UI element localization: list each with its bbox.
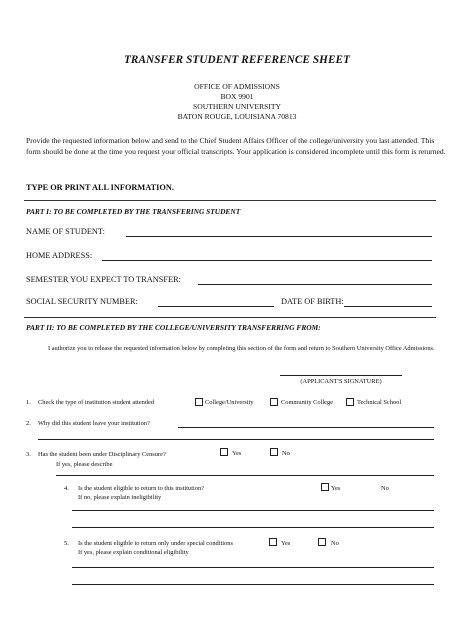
- q5-subtext: If yes, please explain conditional eligibility: [78, 549, 189, 556]
- q2-text: Why did this student leave your institution?: [38, 420, 150, 427]
- q5-no-label: No: [331, 540, 339, 547]
- q4-no-label: No: [381, 485, 389, 492]
- home-address-field[interactable]: [102, 260, 432, 261]
- q2-answer-field-line2[interactable]: [38, 439, 434, 440]
- address-line-city: BATON ROUGE, LOUISIANA 70813: [177, 112, 297, 121]
- semester-field[interactable]: [198, 284, 432, 285]
- form-title: TRANSFER STUDENT REFERENCE SHEET: [123, 54, 351, 66]
- question-number: 2.: [26, 420, 31, 427]
- q3-answer-field[interactable]: [56, 475, 434, 476]
- college-university-label: College/University: [205, 399, 254, 406]
- q5-answer-field[interactable]: [72, 567, 434, 568]
- name-field[interactable]: [126, 236, 432, 237]
- ssn-field[interactable]: [158, 306, 274, 307]
- q3-yes-checkbox[interactable]: [220, 448, 228, 456]
- home-address-label: HOME ADDRESS:: [26, 251, 93, 260]
- q5-yes-checkbox[interactable]: [269, 538, 277, 546]
- question-number: 4.: [64, 485, 69, 492]
- authorization-text: I authorize you to release the requested information below by completing this section of the form and return to Southern University Office Admissions.: [48, 345, 435, 352]
- part2-heading: PART II: TO BE COMPLETED BY THE COLLEGE/UNIVERSITY TRANSFERRING FROM:: [26, 323, 321, 332]
- dob-field[interactable]: [344, 306, 432, 307]
- q4-yes-checkbox[interactable]: [321, 483, 329, 491]
- q2-answer-field[interactable]: [178, 427, 434, 428]
- q3-subtext: If yes, please describe: [56, 461, 113, 468]
- address-line-university: SOUTHERN UNIVERSITY: [193, 102, 281, 111]
- part1-heading: PART I: TO BE COMPLETED BY THE TRANSFERING STUDENT: [26, 207, 241, 216]
- question-number: 5.: [64, 540, 69, 547]
- community-college-checkbox[interactable]: [270, 398, 278, 406]
- type-or-print-notice: TYPE OR PRINT ALL INFORMATION.: [26, 183, 174, 192]
- q5-text: Is the student eligible to return only under special conditions: [78, 540, 233, 547]
- divider: [24, 317, 436, 318]
- instructions-paragraph: Provide the requested information below and send to the Chief Student Affairs Officer of the college/university you last attended. This form should be done at the time you request your official transcripts. Your application is considered incomplete until this form is returned.: [26, 136, 446, 156]
- address-line-office: OFFICE OF ADMISSIONS: [194, 82, 280, 91]
- college-university-checkbox[interactable]: [195, 398, 203, 406]
- q5-no-checkbox[interactable]: [318, 538, 326, 546]
- q3-no-checkbox[interactable]: [270, 448, 278, 456]
- dob-label: DATE OF BIRTH:: [281, 297, 344, 306]
- q4-answer-field-line2[interactable]: [72, 527, 434, 528]
- q4-text: Is the student eligible to return to this institution?: [78, 485, 205, 492]
- q3-text: Has the student been under Disciplinary Censure?: [38, 451, 166, 458]
- question-number: 3.: [26, 451, 31, 458]
- address-line-box: BOX 9901: [220, 92, 254, 101]
- q1-text: Check the type of institution student attended: [38, 399, 155, 406]
- q4-answer-field[interactable]: [72, 510, 434, 511]
- question-number: 1.: [26, 399, 31, 406]
- q5-yes-label: Yes: [281, 540, 291, 547]
- q3-yes-label: Yes: [232, 450, 242, 457]
- q4-subtext: If no, please explain ineligibility: [78, 494, 162, 501]
- technical-school-label: Technical School: [357, 399, 402, 406]
- semester-label: SEMESTER YOU EXPECT TO TRANSFER:: [26, 275, 181, 284]
- ssn-label: SOCIAL SECURITY NUMBER:: [26, 297, 138, 306]
- q5-answer-field-line2[interactable]: [72, 584, 434, 585]
- divider: [24, 200, 436, 201]
- applicant-signature-label: (APPLICANT'S SIGNATURE): [300, 378, 382, 385]
- name-label: NAME OF STUDENT:: [26, 227, 105, 236]
- technical-school-checkbox[interactable]: [346, 398, 354, 406]
- applicant-signature-field[interactable]: [280, 375, 402, 376]
- community-college-label: Community College: [281, 399, 334, 406]
- q3-no-label: No: [282, 450, 290, 457]
- q4-yes-label: Yes: [331, 485, 341, 492]
